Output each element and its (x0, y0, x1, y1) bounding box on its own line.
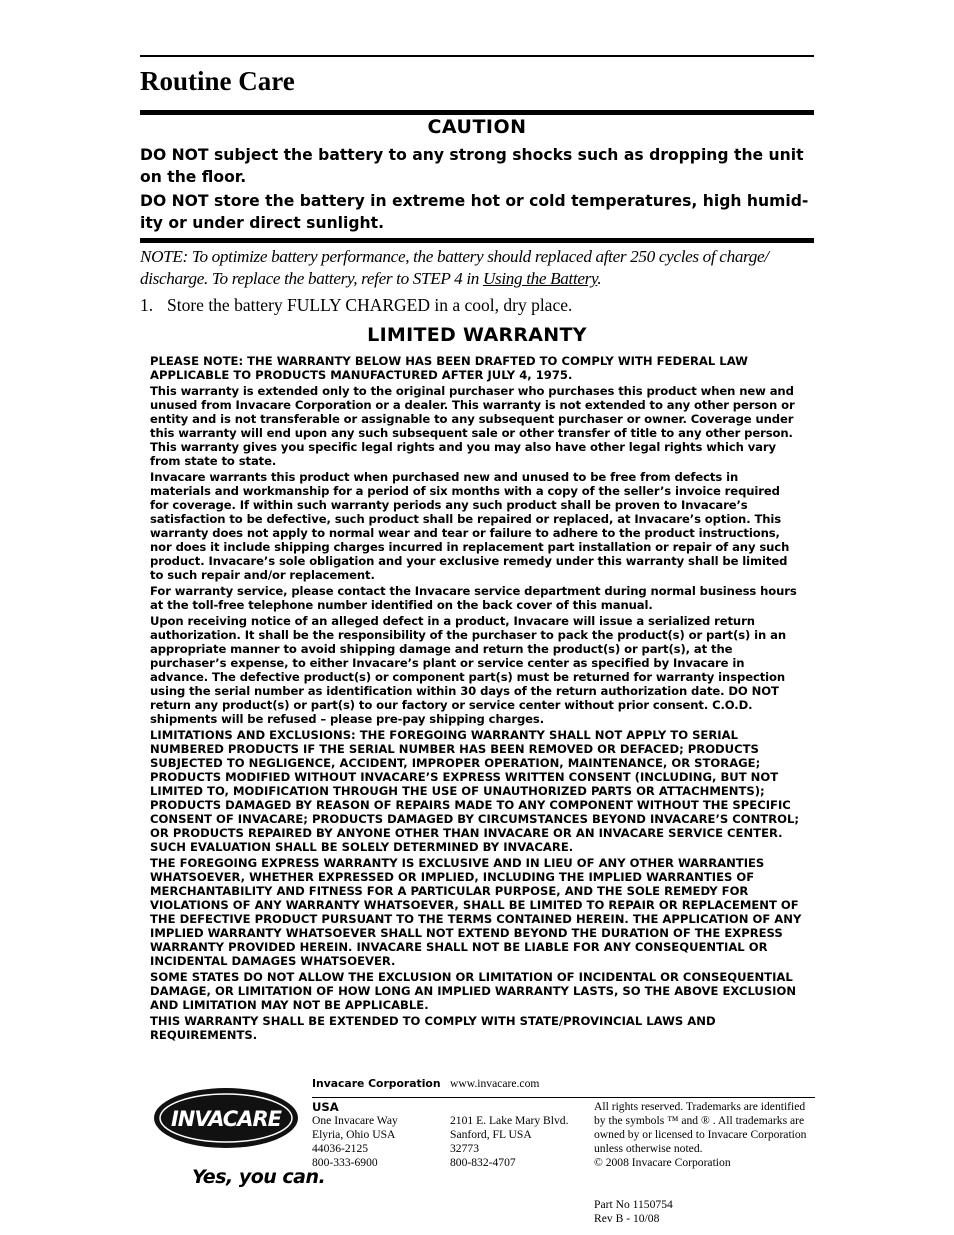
usa-address (312, 1100, 447, 1170)
step-text: Store the battery FULLY CHARGED in a cool, dry place. (167, 295, 573, 315)
caution-lead: DO NOT (140, 146, 209, 164)
company-name: Invacare Corporation (312, 1077, 441, 1090)
note-body: NOTE: To optimize battery performance, the battery should replaced after 250 cycles of charge/ discharge. To replace the battery, refer to STEP 4 in (140, 247, 769, 288)
step-number: 1. (140, 295, 154, 315)
part-info (594, 1198, 814, 1226)
caution-text: store the battery in extreme hot or cold temperatures, high humid-ity or under direct sunlight. (140, 192, 809, 232)
revision: Rev B - 10/08 (594, 1212, 660, 1225)
company-website[interactable]: www.invacare.com (450, 1077, 540, 1090)
using-the-battery-link[interactable]: Using the Battery (482, 269, 598, 288)
warranty-paragraph: SOME STATES DO NOT ALLOW THE EXCLUSION OR LIMITATION OF INCIDENTAL OR CONSEQUENTIAL DAMAGE, OR LIMITATION OF HOW LONG AN IMPLIED WARRANTY LASTS, SO THE ABOVE EXCLUSION AND LIMITATION MAY NOT BE APPLICABLE. (150, 970, 797, 1012)
address-phone: 800-832-4707 (450, 1156, 516, 1169)
invacare-logo-icon (150, 1084, 306, 1164)
copyright-notice: © 2008 Invacare Corporation (594, 1156, 731, 1169)
warranty-paragraph: THIS WARRANTY SHALL BE EXTENDED TO COMPLY WITH STATE/PROVINCIAL LAWS AND REQUIREMENTS. (150, 1014, 716, 1042)
warranty-paragraph: THE FOREGOING EXPRESS WARRANTY IS EXCLUSIVE AND IN LIEU OF ANY OTHER WARRANTIES WHATSOEVER, WHETHER EXPRESSED OR IMPLIED, INCLUDING THE IMPLIED WARRANTIES OF MERCHANTABILITY AND FITNESS FOR A PARTICULAR PURPOSE, AND THE SOLE REMEDY FOR VIOLATIONS OF ANY WARRANTY WHATSOEVER, SHALL BE LIMITED TO REPAIR OR REPLACEMENT OF THE DEFECTIVE PRODUCT PURSUANT TO THE TERMS CONTAINED HEREIN. THE APPLICATION OF ANY IMPLIED WARRANTY WHATSOEVER SHALL NOT EXTEND BEYOND THE DURATION OF THE EXPRESS WARRANTY PROVIDED HEREIN. INVACARE SHALL NOT BE LIABLE FOR ANY CONSEQUENTIAL OR INCIDENTAL DAMAGES WHATSOEVER. (150, 856, 802, 968)
address-line: 44036-2125 (312, 1142, 369, 1155)
page-title: Routine Care (140, 66, 295, 96)
note-end: . (597, 269, 602, 288)
warranty-paragraph: For warranty service, please contact the Invacare service department during normal business hours at the toll-free telephone number identified on the back cover of this manual. (150, 584, 797, 612)
address-line: 2101 E. Lake Mary Blvd. (450, 1114, 569, 1127)
caution-item (140, 144, 814, 188)
warranty-heading: LIMITED WARRANTY (367, 324, 587, 346)
warranty-paragraph: This warranty is extended only to the original purchaser who purchases this product when new and unused from Invacare Corporation or a dealer. This warranty is not extended to any other person or entity and is not transferable or assignable to any subsequent purchaser or owner. Coverage under this warranty will end upon any such subsequent sale or other transfer of title to any other person. This warranty gives you specific legal rights and you may also have other legal rights which vary from state to state. (150, 384, 795, 468)
address-line: One Invacare Way (312, 1114, 398, 1127)
footer-rule (312, 1097, 815, 1098)
logo-wordmark: INVACARE (170, 1107, 282, 1131)
address-line: Sanford, FL USA (450, 1128, 532, 1141)
warranty-paragraph: Upon receiving notice of an alleged defect in a product, Invacare will issue a serialized return authorization. It shall be the responsibility of the purchaser to pack the product(s) or part(s) in an appropriate manner to avoid shipping damage and return the product(s) or part(s), at the purchaser’s expense, to either Invacare’s plant or service center as specified by Invacare in advance. The defective product(s) or component part(s) must be returned for warranty inspection using the serial number as identification within 30 days of the return authorization date. DO NOT return any product(s) or part(s) to our factory or service center without prior consent. C.O.D. shipments will be refused – please pre-pay shipping charges. (150, 614, 786, 726)
caution-text: subject the battery to any strong shocks such as dropping the unit on the floor. (140, 146, 804, 186)
address-phone: 800-333-6900 (312, 1156, 378, 1169)
address-country: USA (312, 1100, 339, 1114)
top-rule (140, 55, 814, 57)
caution-bottom-rule (140, 238, 814, 243)
address-line: 32773 (450, 1142, 479, 1155)
note-text (140, 246, 820, 290)
warranty-body (150, 354, 802, 1044)
caution-lead: DO NOT (140, 192, 209, 210)
step-item (140, 294, 814, 316)
warranty-paragraph: Invacare warrants this product when purchased new and unused to be free from defects in materials and workmanship for a period of six months with a copy of the seller’s invoice required for coverage. If within such warranty periods any such product shall be proven to Invacare’s satisfaction to be defective, such product shall be repaired or replaced, at Invacare’s option. This warranty does not apply to normal wear and tear or failure to adhere to the product instructions, nor does it include shipping charges incurred in replacement part installation or repair of any such product. Invacare’s sole obligation and your exclusive remedy under this warranty shall be limited to such repair and/or replacement. (150, 470, 790, 582)
rights-notice (594, 1100, 814, 1170)
caution-top-rule (140, 110, 814, 115)
trademark-notice: All rights reserved. Trademarks are identified by the symbols ™ and ® . All trademarks are owned by or licensed to Invacare Corporation unless otherwise noted. (594, 1100, 807, 1155)
warranty-paragraph: PLEASE NOTE: THE WARRANTY BELOW HAS BEEN DRAFTED TO COMPLY WITH FEDERAL LAW APPLICABLE TO PRODUCTS MANUFACTURED AFTER JULY 4, 1975. (150, 354, 748, 382)
warranty-paragraph: LIMITATIONS AND EXCLUSIONS: THE FOREGOING WARRANTY SHALL NOT APPLY TO SERIAL NUMBERED PRODUCTS IF THE SERIAL NUMBER HAS BEEN REMOVED OR DEFACED; PRODUCTS SUBJECTED TO NEGLIGENCE, ACCIDENT, IMPROPER OPERATION, MAINTENANCE, OR STORAGE; PRODUCTS MODIFIED WITHOUT INVACARE’S EXPRESS WRITTEN CONSENT (INCLUDING, BUT NOT LIMITED TO, MODIFICATION THROUGH THE USE OF UNAUTHORIZED PARTS OR ATTACHMENTS); PRODUCTS DAMAGED BY REASON OF REPAIRS MADE TO ANY COMPONENT WITHOUT THE SPECIFIC CONSENT OF INVACARE; PRODUCTS DAMAGED BY CIRCUMSTANCES BEYOND INVACARE’S CONTROL; OR PRODUCTS REPAIRED BY ANYONE OTHER THAN INVACARE OR AN INVACARE SERVICE CENTER. SUCH EVALUATION SHALL BE SOLELY DETERMINED BY INVACARE. (150, 728, 800, 854)
florida-address (450, 1114, 590, 1170)
address-line: Elyria, Ohio USA (312, 1128, 396, 1141)
caution-item (140, 190, 814, 234)
logo-slogan: Yes, you can. (192, 1166, 326, 1188)
part-number: Part No 1150754 (594, 1198, 673, 1211)
caution-heading: CAUTION (427, 116, 527, 138)
